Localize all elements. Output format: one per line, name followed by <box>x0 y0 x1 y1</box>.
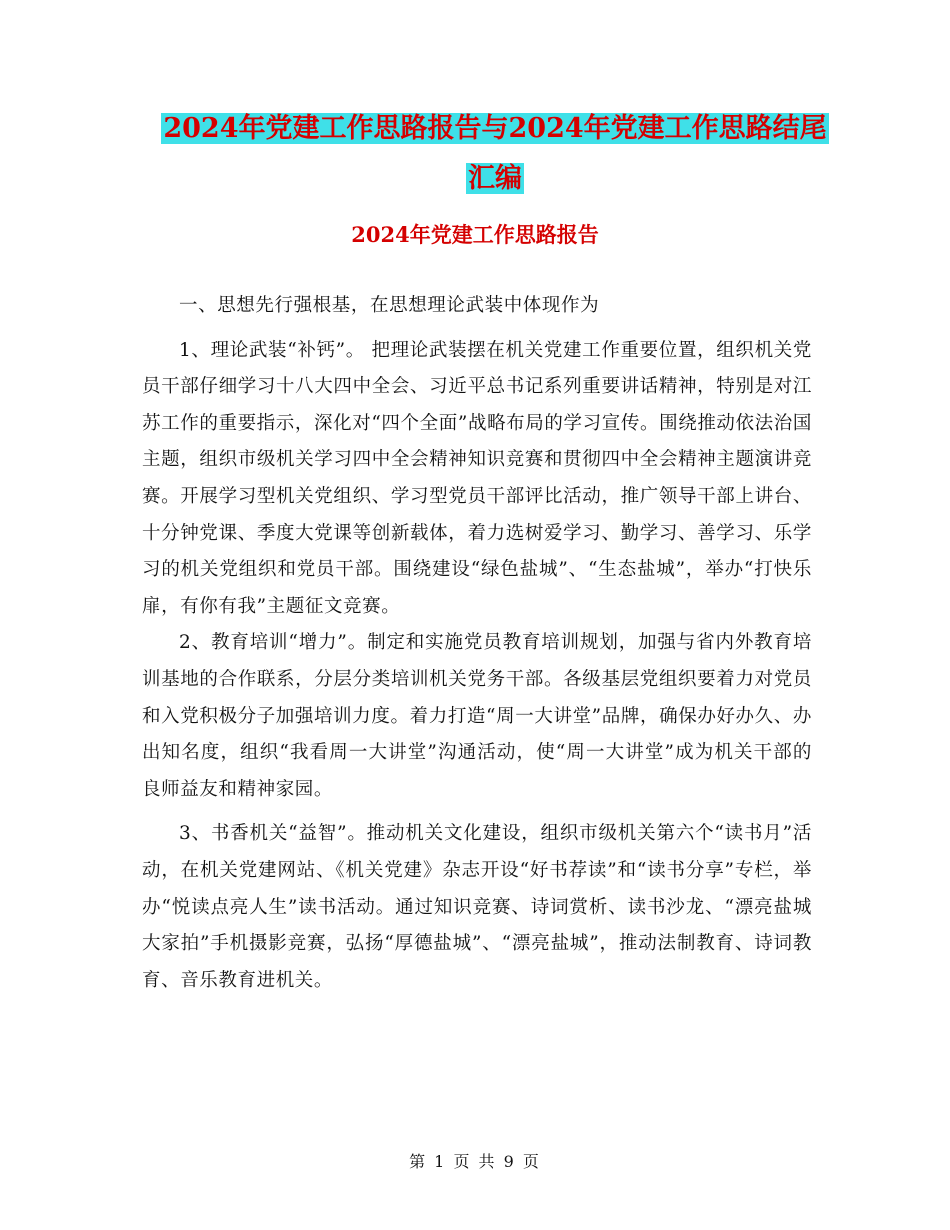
paragraph-1: 1、理论武装“补钙”。 把理论武装摆在机关党建工作重要位置，组织机关党员干部仔细学习十八大四中全会、习近平总书记系列重要讲话精神，特别是对江苏工作的重要指示，深化对“四个全面”战略布局的学习宣传。围绕推动依法治国主题，组织市级机关学习四中全会精神知识竞赛和贯彻四中全会精神主题演讲竞赛。开展学习型机关党组织、学习型党员干部评比活动，推广领导干部上讲台、十分钟党课、季度大党课等创新载体，着力选树爱学习、勤学习、善学习、乐学习的机关党组织和党员干部。围绕建设“绿色盐城”、“生态盐城”，举办“打快乐扉，有你有我”主题征文竞赛。 <box>142 339 812 617</box>
title-line-1: 2024年党建工作思路报告与2024年党建工作思路结尾 <box>163 113 827 144</box>
body-text <box>142 296 812 999</box>
paragraph-3: 3、书香机关“益智”。推动机关文化建设，组织市级机关第六个“读书月”活动，在机关党建网站、《机关党建》杂志开设“好书荐读”和“读书分享”专栏，举办“悦读点亮人生”读书活动。通过知识竞赛、诗词赏析、读书沙龙、“漂亮盐城大家拍”手机摄影竞赛，弘扬“厚德盐城”、“漂亮盐城”，推动法制教育、诗词教育、音乐教育进机关。 <box>142 823 812 991</box>
document-title <box>140 104 850 204</box>
heading-1: 一、思想先行强根基，在思想理论武装中体现作为 <box>179 295 600 316</box>
page-footer: 第 1 页 共 9 页 <box>409 1152 541 1171</box>
paragraph-2: 2、教育培训“增力”。制定和实施党员教育培训规划，加强与省内外教育培训基地的合作联系，分层分类培训机关党务干部。各级基层党组织要着力对党员和入党积极分子加强培训力度。着力打造“周一大讲堂”品牌，确保办好办久、办出知名度，组织“我看周一大讲堂”沟通活动，使“周一大讲堂”成为机关干部的良师益友和精神家园。 <box>142 632 812 800</box>
title-line-2: 汇编 <box>468 163 522 194</box>
section-title: 2024年党建工作思路报告 <box>351 222 599 247</box>
